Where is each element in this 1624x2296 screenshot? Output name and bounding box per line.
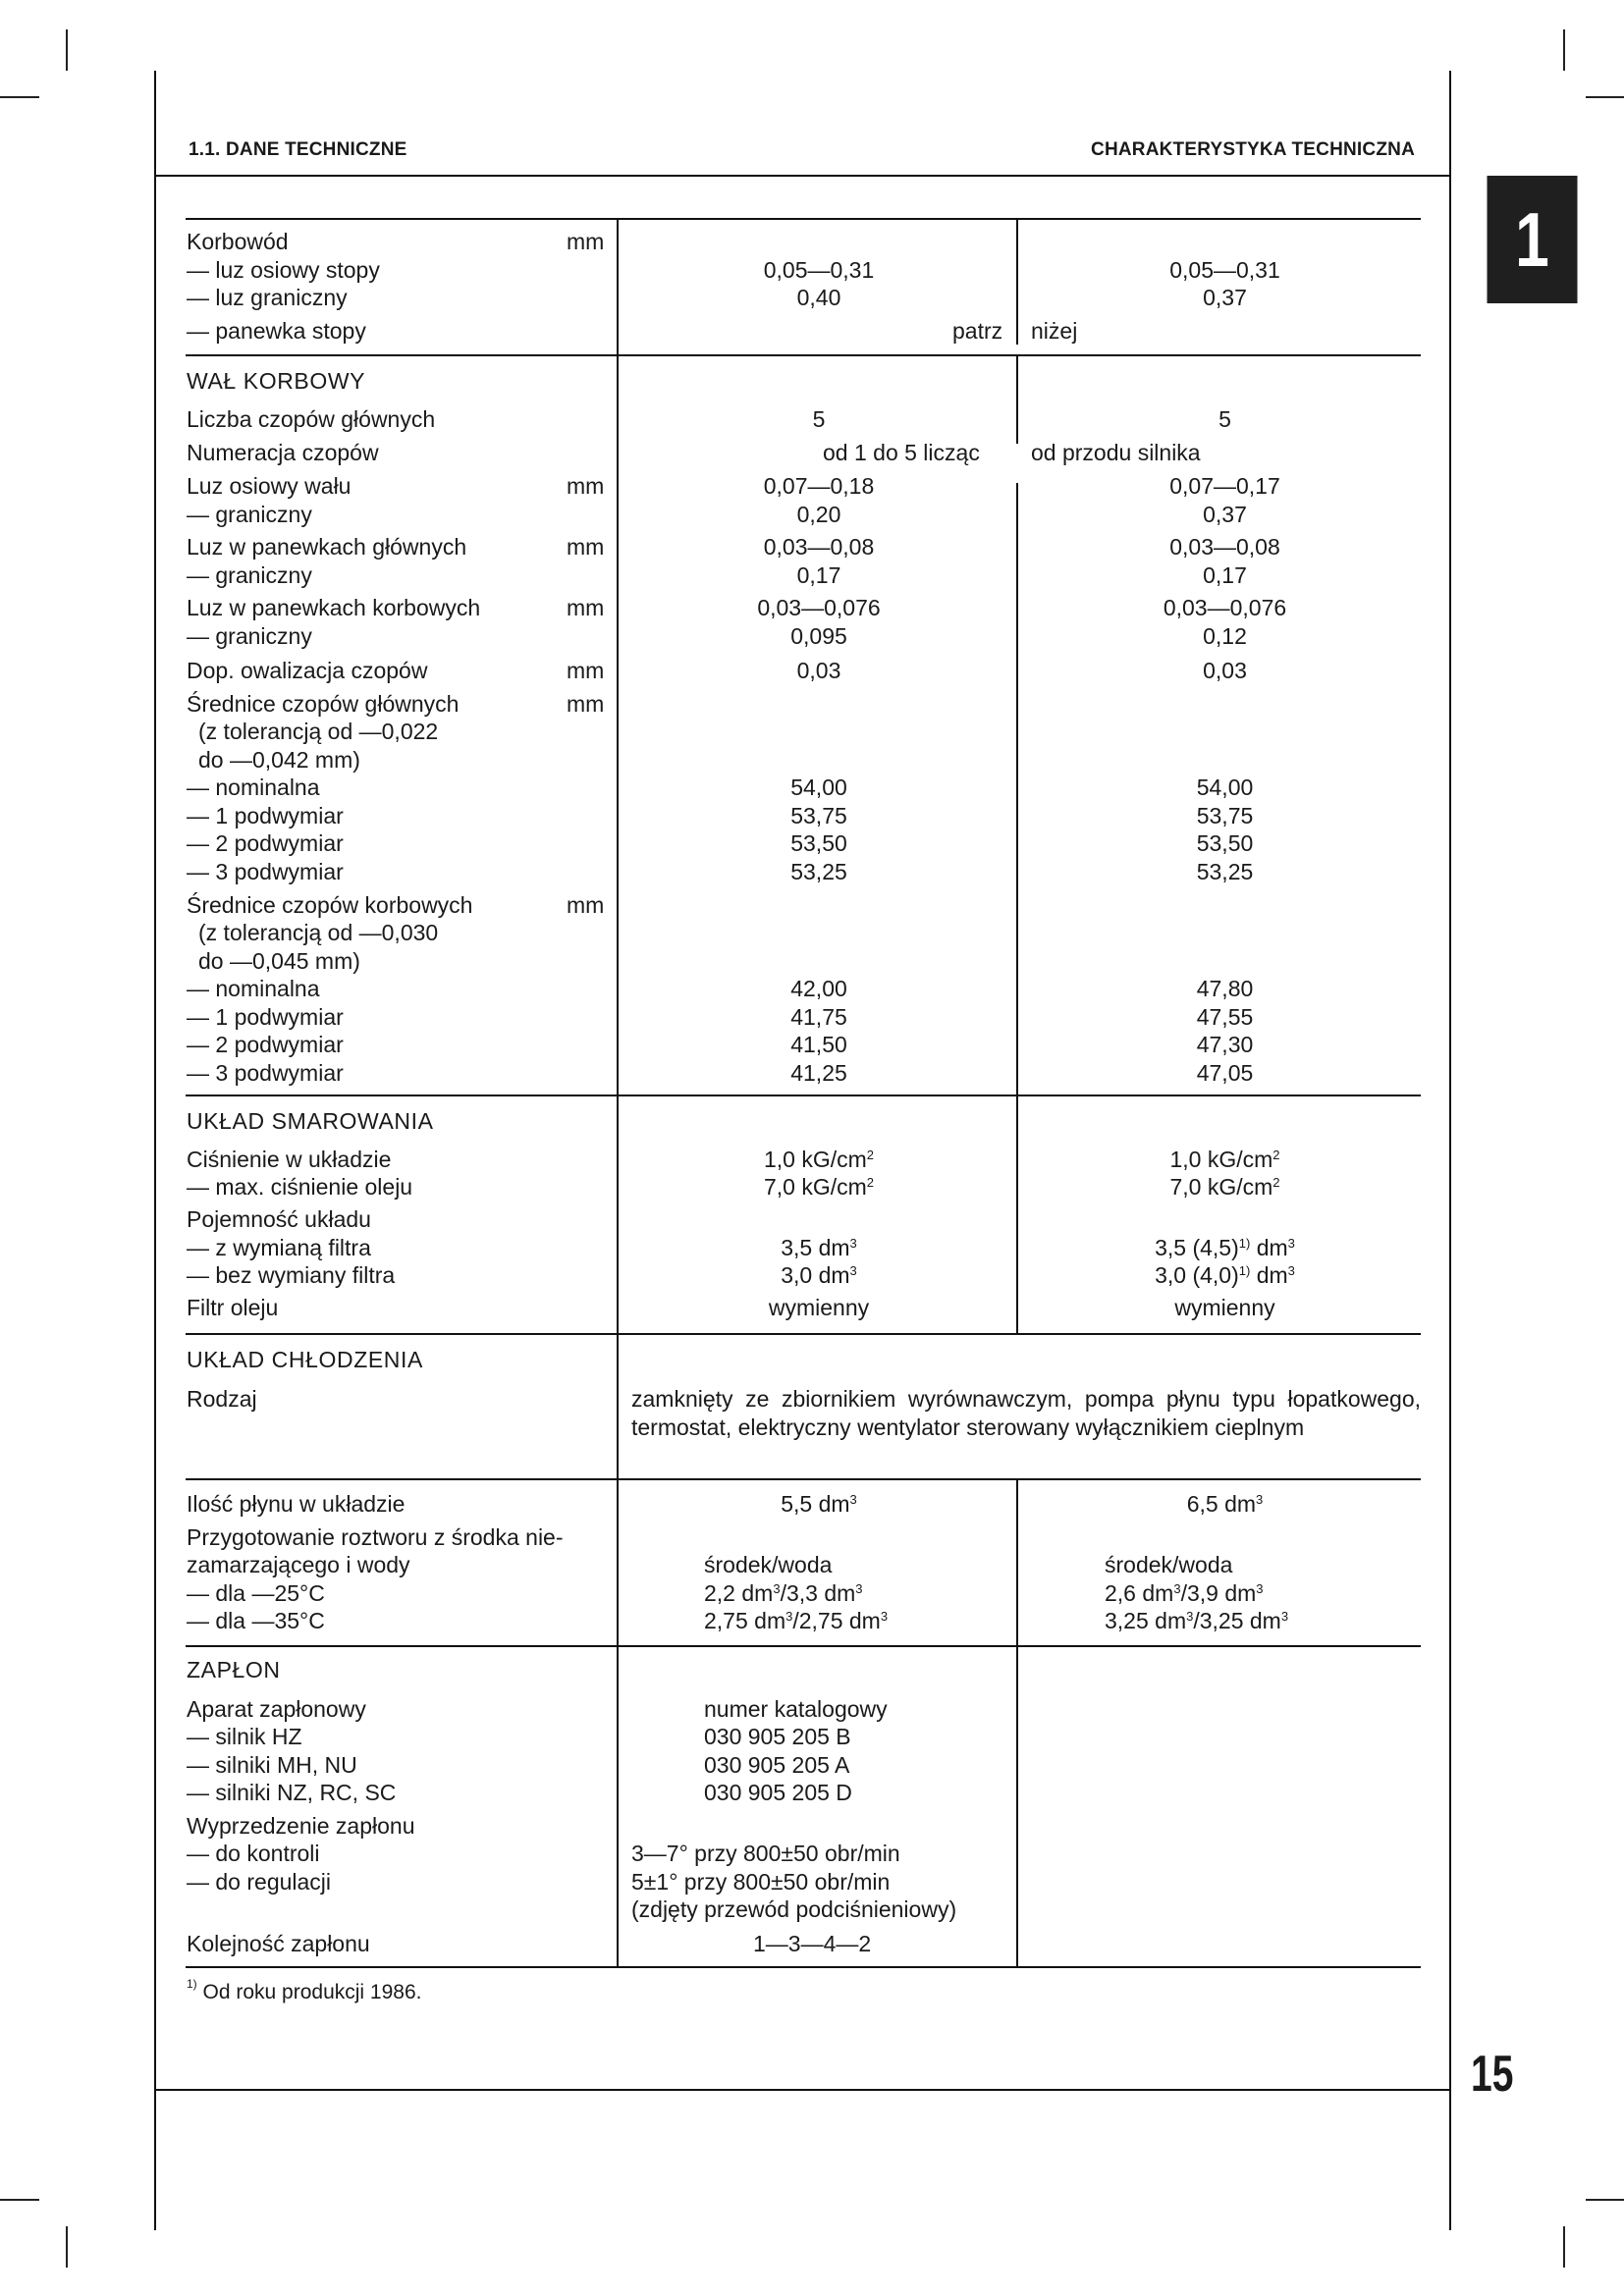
footnote: $^{1)}$ Od roku produkcji 1986.: [187, 1977, 422, 2003]
row-label: Kolejność zapłonu: [187, 1931, 370, 1956]
value-c2: 2,6 $dm^3/3,9$ $dm^3$: [1105, 1580, 1264, 1606]
crop-mark: [66, 2226, 68, 2268]
row-label: — silnik HZ: [187, 1724, 302, 1749]
value-c1: 7,0 $kG/cm^2$: [763, 1174, 875, 1200]
column-divider: [1016, 1095, 1018, 1334]
value-c2: 3,0 $(4,0)^{1)}$ $dm^3$: [1155, 1262, 1295, 1288]
crop-mark: [1563, 29, 1565, 71]
column-divider: [1016, 355, 1018, 444]
value-c1: wymienny: [768, 1295, 870, 1320]
value-c1: 0,20: [796, 502, 841, 527]
value-c2: 0,05—0,31: [1169, 257, 1280, 283]
page-frame-right: [1449, 71, 1451, 2230]
value-c2: od przodu silnika: [1031, 440, 1201, 465]
running-head-left: 1.1. DANE TECHNICZNE: [189, 139, 407, 160]
row-label: — panewka stopy: [187, 318, 366, 344]
value-c2: 0,07—0,17: [1169, 473, 1280, 499]
value-c1: 0,17: [796, 562, 841, 588]
row-label: Ciśnienie w układzie: [187, 1147, 392, 1172]
table-rule: [186, 218, 1421, 220]
column-divider: [617, 219, 619, 1967]
value-c1: numer katalogowy: [704, 1696, 888, 1722]
value-c2: 53,25: [1196, 859, 1254, 884]
unit-label: mm: [567, 595, 605, 620]
row-label: — max. ciśnienie oleju: [187, 1174, 413, 1200]
value-c1: 54,00: [790, 774, 847, 800]
row-label: — dla —35°C: [187, 1608, 325, 1633]
value-c2: 47,55: [1196, 1004, 1254, 1030]
value-c1: 53,75: [790, 803, 847, 828]
section-heading: UKŁAD SMAROWANIA: [187, 1108, 434, 1134]
cooling-description: zamknięty ze zbiornikiem wyrównawczym, pompa płynu typu łopatkowego, termostat, elektryczny wentylator sterowany wyłącznikiem cieplnym: [631, 1386, 1421, 1440]
value-c1: 0,095: [790, 623, 847, 649]
value-c2: 54,00: [1196, 774, 1254, 800]
unit-label: mm: [567, 691, 605, 717]
row-label: Rodzaj: [187, 1386, 257, 1412]
value-c1: 41,50: [790, 1032, 847, 1057]
value-c2: 0,03—0,076: [1163, 595, 1287, 620]
value-c2: wymienny: [1174, 1295, 1275, 1320]
value-c2: 53,50: [1196, 830, 1254, 856]
value-c1: 2,75 $dm^3/2,75$ $dm^3$: [704, 1608, 889, 1633]
value-c2: 47,80: [1196, 976, 1254, 1001]
row-label: — bez wymiany filtra: [187, 1262, 396, 1288]
value-c1: 0,03: [796, 658, 841, 683]
value-c1: środek/woda: [704, 1552, 833, 1577]
row-label: Średnice czopów korbowych: [187, 892, 473, 918]
unit-label: mm: [567, 473, 605, 499]
row-label: — luz osiowy stopy: [187, 257, 380, 283]
crop-mark: [0, 2199, 39, 2201]
row-label: — luz graniczny: [187, 285, 348, 310]
row-label: — 2 podwymiar: [187, 830, 344, 856]
value-c1: 0,40: [796, 285, 841, 310]
value-c1: 42,00: [790, 976, 847, 1001]
value-c1: 0,05—0,31: [763, 257, 875, 283]
value-c2: 47,05: [1196, 1060, 1254, 1086]
header-rule: [154, 175, 1450, 177]
unit-label: mm: [567, 892, 605, 918]
value-c2: 1,0 $kG/cm^2$: [1169, 1147, 1280, 1172]
row-label: — silniki MH, NU: [187, 1752, 357, 1778]
row-label: Ilość płynu w układzie: [187, 1491, 406, 1517]
unit-label: mm: [567, 229, 605, 254]
page-frame-left: [154, 71, 156, 2230]
row-label: — do regulacji: [187, 1869, 332, 1895]
value-c1: 5: [812, 406, 826, 432]
value-c1: (zdjęty przewód podciśnieniowy): [631, 1896, 957, 1922]
row-label: do —0,042 mm): [198, 747, 360, 773]
row-label: — 1 podwymiar: [187, 803, 344, 828]
value-c2: 47,30: [1196, 1032, 1254, 1057]
value-c2: 0,03—0,08: [1169, 534, 1280, 560]
row-label: Liczba czopów głównych: [187, 406, 436, 432]
row-label: Dop. owalizacja czopów: [187, 658, 428, 683]
row-label: Luz w panewkach korbowych: [187, 595, 481, 620]
section-heading: UKŁAD CHŁODZENIA: [187, 1347, 423, 1372]
row-label: Wyprzedzenie zapłonu: [187, 1813, 415, 1839]
value-c1: 3—7° przy 800±50 obr/min: [631, 1841, 900, 1866]
value-c1: 0,03—0,08: [763, 534, 875, 560]
row-label: — graniczny: [187, 562, 312, 588]
crop-mark: [1563, 2226, 1565, 2268]
value-c2: 6,5 $dm^3$: [1186, 1491, 1264, 1517]
crop-mark: [0, 96, 39, 98]
column-divider: [1016, 1646, 1018, 1967]
value-c1: 3,5 $dm^3$: [781, 1235, 857, 1260]
value-c2: 7,0 $kG/cm^2$: [1169, 1174, 1280, 1200]
value-c1: 5±1° przy 800±50 obr/min: [631, 1869, 891, 1895]
row-label: — do kontroli: [187, 1841, 320, 1866]
table-rule: [186, 1645, 1421, 1647]
value-c2: 3,5 $(4,5)^{1)}$ $dm^3$: [1155, 1235, 1295, 1260]
column-divider: [1016, 483, 1018, 1095]
value-c1: 2,2 $dm^3/3,3$ $dm^3$: [704, 1580, 863, 1606]
value-c1: 1,0 $kG/cm^2$: [763, 1147, 875, 1172]
row-label: — 1 podwymiar: [187, 1004, 344, 1030]
row-label: — z wymianą filtra: [187, 1235, 371, 1260]
value-c2: 0,37: [1203, 285, 1247, 310]
crop-mark: [1586, 96, 1624, 98]
row-label: Filtr oleju: [187, 1295, 279, 1320]
value-c1: 3,0 $dm^3$: [781, 1262, 857, 1288]
value-c1: 41,75: [790, 1004, 847, 1030]
row-label: do —0,045 mm): [198, 948, 360, 974]
value-c1: od 1 do 5 licząc: [823, 440, 980, 465]
row-label: — dla —25°C: [187, 1580, 325, 1606]
section-heading: WAŁ KORBOWY: [187, 368, 366, 394]
page-number: 15: [1471, 2046, 1514, 2103]
column-divider: [1016, 1479, 1018, 1646]
value-c1: 53,25: [790, 859, 847, 884]
row-label: — nominalna: [187, 976, 320, 1001]
table-rule: [186, 1966, 1421, 1968]
chapter-tab: 1: [1488, 176, 1578, 303]
table-rule: [186, 1095, 1421, 1096]
value-c2: 53,75: [1196, 803, 1254, 828]
row-label: — 2 podwymiar: [187, 1032, 344, 1057]
row-label: — nominalna: [187, 774, 320, 800]
crop-mark: [66, 29, 68, 71]
value-c2: 0,17: [1203, 562, 1247, 588]
value-c1: 5,5 $dm^3$: [781, 1491, 857, 1517]
table-rule: [186, 1478, 1421, 1480]
row-label: — silniki NZ, RC, SC: [187, 1780, 397, 1805]
value-c1: 53,50: [790, 830, 847, 856]
value-c2: środek/woda: [1105, 1552, 1233, 1577]
unit-label: mm: [567, 534, 605, 560]
value-c1: 0,03—0,076: [757, 595, 881, 620]
row-label: zamarzającego i wody: [187, 1552, 410, 1577]
row-label: Luz w panewkach głównych: [187, 534, 467, 560]
value-c1: 41,25: [790, 1060, 847, 1086]
row-label: Przygotowanie roztworu z środka nie-: [187, 1524, 564, 1550]
row-label: Pojemność układu: [187, 1206, 371, 1232]
crop-mark: [1586, 2199, 1624, 2201]
value-c2: 0,03: [1203, 658, 1247, 683]
table-rule: [186, 354, 1421, 356]
table-rule: [186, 1333, 1421, 1335]
unit-label: mm: [567, 658, 605, 683]
row-label: — 3 podwymiar: [187, 859, 344, 884]
row-label: — graniczny: [187, 623, 312, 649]
value-c2: 3,25 $dm^3/3,25$ $dm^3$: [1105, 1608, 1289, 1633]
value-c1: 0,07—0,18: [763, 473, 875, 499]
value-c1: 030 905 205 B: [704, 1724, 851, 1749]
value-c1: 030 905 205 D: [704, 1780, 852, 1805]
value-c1: 1—3—4—2: [753, 1931, 872, 1956]
section-label: Korbowód: [187, 229, 289, 254]
row-label: — graniczny: [187, 502, 312, 527]
row-label: Średnice czopów głównych: [187, 691, 460, 717]
value-c2: 0,37: [1203, 502, 1247, 527]
row-label: Luz osiowy wału: [187, 473, 352, 499]
value-c1: 030 905 205 A: [704, 1752, 850, 1778]
row-label: Numeracja czopów: [187, 440, 379, 465]
running-head-right: CHARAKTERYSTYKA TECHNICZNA: [1091, 139, 1415, 160]
column-divider: [1016, 219, 1018, 345]
value-c1: patrz: [952, 318, 1003, 344]
value-c2: 5: [1218, 406, 1231, 432]
row-label: — 3 podwymiar: [187, 1060, 344, 1086]
footer-rule: [154, 2089, 1450, 2091]
value-c2: 0,12: [1203, 623, 1247, 649]
row-label: Aparat zapłonowy: [187, 1696, 366, 1722]
value-c2: niżej: [1031, 318, 1078, 344]
row-label: (z tolerancją od —0,022: [198, 719, 439, 744]
row-label: (z tolerancją od —0,030: [198, 920, 439, 945]
section-heading: ZAPŁON: [187, 1657, 281, 1682]
